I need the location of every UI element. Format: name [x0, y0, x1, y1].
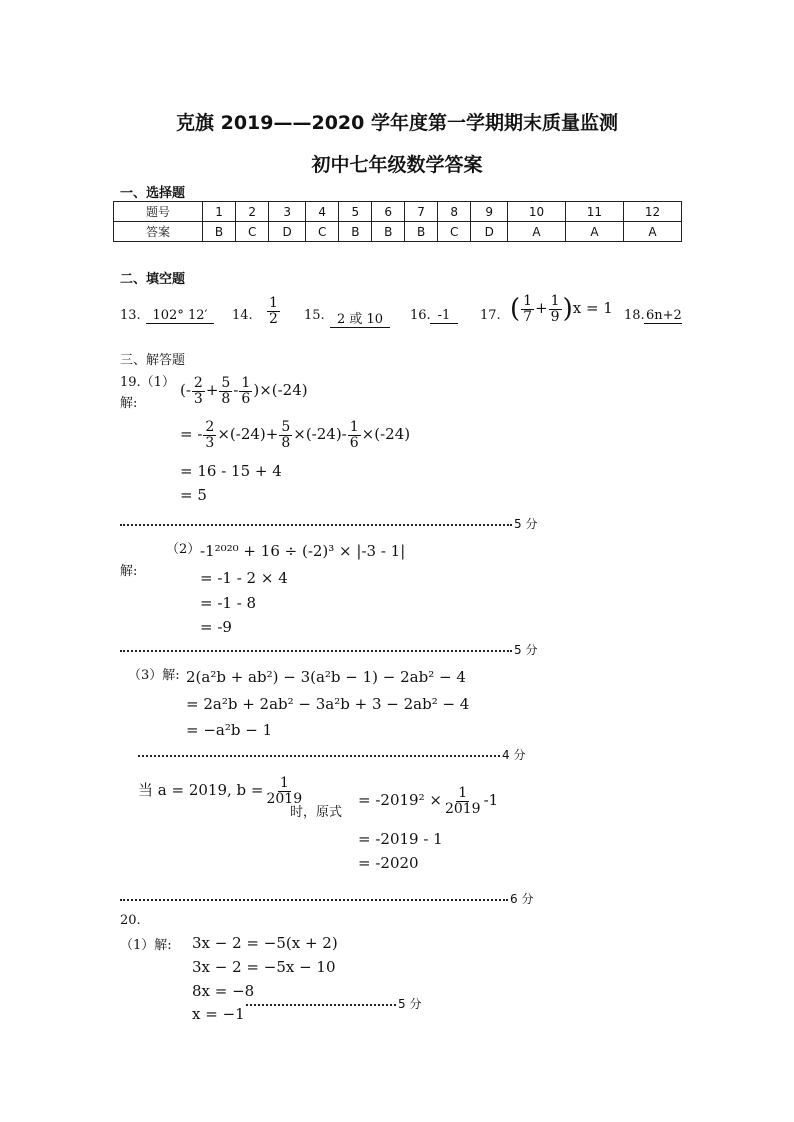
paren: ): [562, 294, 573, 325]
choice-answer-table: [113, 201, 682, 242]
q19-line4: = 5: [180, 486, 207, 504]
score-label: 5 分: [398, 997, 422, 1011]
score-label: 5 分: [514, 517, 538, 531]
q20-line1: 3x − 2 = −5(x + 2): [192, 934, 338, 952]
table-cell: A: [623, 222, 681, 242]
expr-part: )×(-24): [253, 381, 308, 400]
section-choice-heading: 一、选择题: [120, 186, 186, 201]
denominator: 2: [269, 310, 278, 327]
table-cell: 5: [339, 202, 372, 222]
q19-when-tail: 时，原式: [290, 805, 343, 820]
table-cell: B: [203, 222, 236, 242]
numerator: 1: [458, 785, 468, 801]
q19-p3-line3: = −a²b − 1: [186, 721, 273, 739]
denominator: 3: [193, 390, 203, 407]
q19-p2-line1: -1²⁰²⁰ + 16 ÷ (-2)³ × |-3 - 1|: [200, 542, 406, 560]
fraction: [239, 376, 252, 406]
table-cell: B: [405, 222, 438, 242]
numerator: 5: [281, 419, 291, 435]
score-leader: [120, 515, 537, 532]
table-cell: 7: [405, 202, 438, 222]
table-row-numbers: [114, 202, 682, 222]
section-solve-heading: 三、解答题: [120, 353, 186, 368]
fraction: [203, 420, 216, 450]
fraction: [348, 420, 361, 450]
q16-number: 16.: [410, 308, 431, 323]
table-cell: C: [305, 222, 338, 242]
table-cell: 题号: [114, 202, 203, 222]
q19-label: 19.（1）: [120, 375, 175, 390]
expr-part: ×(-24): [361, 425, 411, 444]
q13-answer: 102° 12′: [146, 308, 214, 324]
table-cell: A: [507, 222, 565, 242]
table-cell: A: [565, 222, 623, 242]
q19-line1: [180, 376, 308, 406]
score-leader: [246, 995, 421, 1012]
denominator: 6: [241, 390, 251, 407]
q19-p3-line2: = 2a²b + 2ab² − 3a²b + 3 − 2ab² − 4: [186, 695, 470, 713]
table-cell: C: [438, 222, 471, 242]
table-cell: 12: [623, 202, 681, 222]
expr-part: ×(-24)-: [293, 425, 347, 444]
paren: (: [510, 294, 521, 325]
denominator: 6: [349, 434, 359, 451]
table-cell: 8: [438, 202, 471, 222]
q18-answer: 6n+2: [646, 308, 682, 323]
table-cell: C: [235, 222, 268, 242]
q15-answer: 2 或 10: [330, 308, 390, 328]
numerator: 1: [279, 775, 289, 791]
section-fill-heading: 二、填空题: [120, 272, 186, 287]
fraction: [192, 376, 205, 406]
table-cell: 6: [372, 202, 405, 222]
score-leader: [120, 641, 537, 658]
fraction: [267, 296, 280, 326]
denominator: 8: [221, 390, 231, 407]
expr-part: = -2019² ×: [358, 791, 442, 810]
q17-number: 17.: [480, 308, 501, 323]
q19-p2-line2: = -1 - 2 × 4: [200, 569, 288, 587]
expr-part: ×(-24)+: [217, 425, 279, 444]
numerator: 2: [193, 375, 203, 391]
q19-line3: = 16 - 15 + 4: [180, 462, 282, 480]
fraction: [549, 294, 562, 324]
table-row-answers: [114, 222, 682, 242]
denominator: 3: [205, 434, 215, 451]
score-label: 6 分: [510, 892, 534, 906]
table-cell: 3: [269, 202, 306, 222]
table-cell: D: [471, 222, 508, 242]
expr-part: = -: [180, 425, 203, 444]
q20-line2: 3x − 2 = −5x − 10: [192, 958, 336, 976]
table-cell: 4: [305, 202, 338, 222]
numerator: 1: [241, 375, 251, 391]
expr-part: 当 a = 2019, b =: [138, 781, 264, 800]
table-cell: 9: [471, 202, 508, 222]
expr-part: -1: [483, 791, 499, 810]
denominator: 7: [523, 308, 533, 325]
score-label: 5 分: [514, 643, 538, 657]
q19-line2: [180, 420, 410, 450]
denominator: 2019: [266, 790, 303, 807]
q19-part2-jie: 解:: [120, 564, 138, 579]
q15-number: 15.: [304, 308, 325, 323]
numerator: 1: [349, 419, 359, 435]
table-cell: 2: [235, 202, 268, 222]
expr-part: -: [233, 381, 239, 400]
q19-p2-line3: = -1 - 8: [200, 594, 257, 612]
denominator: 8: [281, 434, 291, 451]
expr-part: (-: [180, 381, 191, 400]
table-cell: 答案: [114, 222, 203, 242]
numerator: 2: [205, 419, 215, 435]
q13-number: 13.: [120, 308, 141, 323]
document-title: 克旗 2019——2020 学年度第一学期期末质量监测: [176, 112, 618, 134]
q19-part2-label: （2）: [166, 542, 201, 557]
denominator: 9: [550, 308, 560, 325]
fraction: [279, 420, 292, 450]
equation-tail: x = 1: [572, 299, 613, 318]
numerator: 1: [550, 293, 560, 309]
q19-part3-label: （3）解:: [128, 668, 180, 683]
table-cell: B: [372, 222, 405, 242]
q19-substitution: [138, 776, 305, 806]
table-cell: 11: [565, 202, 623, 222]
score-leader: [120, 890, 533, 907]
numerator: 1: [523, 293, 533, 309]
numerator: 1: [269, 295, 278, 311]
q20-line3: 8x = −8: [192, 982, 255, 1000]
table-cell: 1: [203, 202, 236, 222]
q17-answer: ( $\frac{1}{7}$ + $\frac{1}{9}$ )x = 1: [510, 293, 613, 325]
document-subtitle: 初中七年级数学答案: [311, 154, 483, 176]
numerator: 5: [221, 375, 231, 391]
q19-w-line1: [358, 786, 498, 816]
table-cell: 10: [507, 202, 565, 222]
q19-jie: 解:: [120, 396, 138, 411]
fraction: [521, 294, 534, 324]
denominator: 2019: [444, 800, 481, 817]
q16-answer: -1: [430, 308, 458, 324]
score-leader: [138, 746, 525, 763]
fraction: [443, 786, 483, 816]
q20-part1-label: （1）解:: [120, 938, 172, 953]
table-cell: D: [269, 222, 306, 242]
q14-answer: [266, 296, 281, 326]
score-label: 4 分: [502, 748, 526, 762]
q19-w-line3: = -2020: [358, 854, 419, 872]
q18-number: 18.: [624, 308, 645, 323]
q19-p2-line4: = -9: [200, 618, 232, 636]
q19-w-line2: = -2019 - 1: [358, 830, 443, 848]
expr-part: +: [205, 381, 219, 400]
q20-label: 20.: [120, 913, 141, 928]
q19-p3-line1: 2(a²b + ab²) − 3(a²b − 1) − 2ab² − 4: [186, 668, 466, 686]
q20-line4: x = −1: [192, 1005, 245, 1023]
q14-number: 14.: [232, 308, 253, 323]
fraction: [219, 376, 232, 406]
table-cell: B: [339, 222, 372, 242]
